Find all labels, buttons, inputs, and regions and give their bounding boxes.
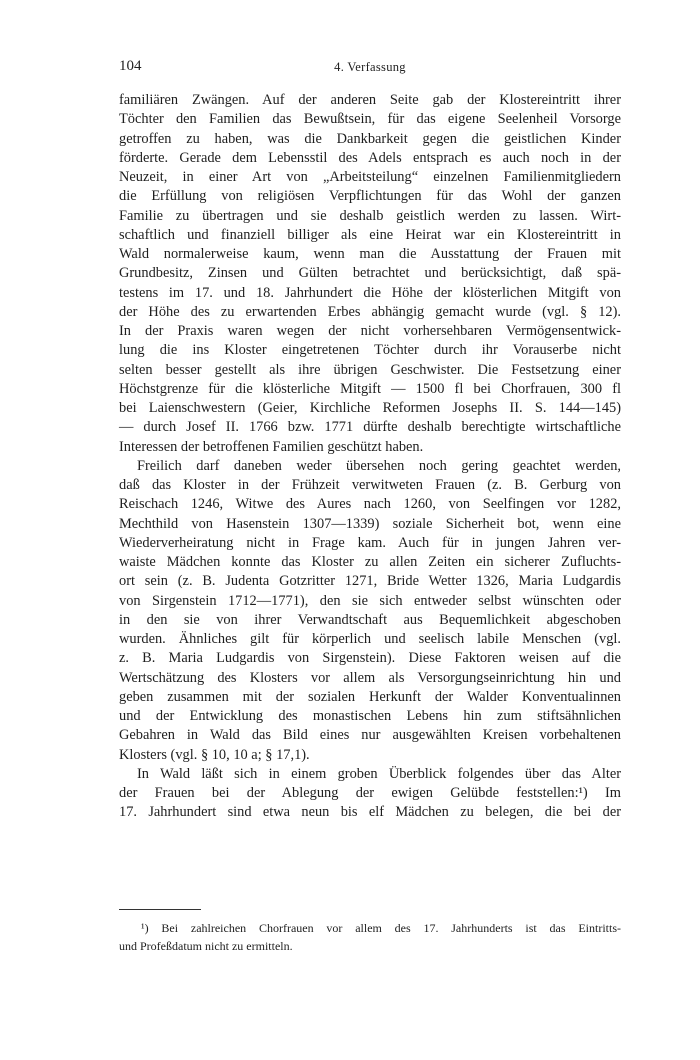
text-line: der Frauen bei der Ablegung der ewigen Gelübde feststellen:¹) Im bbox=[119, 785, 621, 801]
text-line: Gebahren in Wald das Bild eines nur ausgewählten Kreisen vorbehaltenen bbox=[119, 727, 621, 744]
text-line: ort sein (z. B. Judenta Gotzritter 1271, Bride Wetter 1326, Maria Ludgardis bbox=[119, 573, 621, 590]
text-line: testens im 17. und 18. Jahrhundert die Höhe der klösterlichen Mitgift von bbox=[119, 284, 621, 301]
text-line: Mechthild von Hasenstein 1307—1339) soziale Sicherheit bot, wenn eine bbox=[119, 515, 621, 532]
text-line: geben zusammen mit der sozialen Herkunft der Walder Konventualinnen bbox=[119, 688, 621, 705]
text-line: der Höhe des zu erwartenden Erbes abhängig gemacht wurde (vgl. § 12). bbox=[119, 303, 621, 320]
footnote-line: und Profeßdatum nicht zu ermitteln. bbox=[119, 939, 293, 953]
text-line: Höchstgrenze für die klösterliche Mitgift — 1500 fl bei Chorfrauen, 300 fl bbox=[119, 380, 621, 397]
text-line: Grundbesitz, Zinsen und Gülten betrachtet und berücksichtigt, daß spä- bbox=[119, 265, 621, 282]
text-line: Freilich darf daneben weder übersehen noch gering geachtet werden, bbox=[137, 457, 621, 474]
text-line: In der Praxis waren wegen der nicht vorhersehbaren Vermögensentwick- bbox=[119, 323, 621, 339]
text-line: getroffen zu haben, was die Dankbarkeit gegen die geistlichen Kinder bbox=[119, 130, 621, 147]
text-line: In Wald läßt sich in einem groben Überblick folgendes über das Alter bbox=[137, 765, 621, 782]
text-line: schaftlich und finanziell billiger als eine Heirat war ein Klostereintritt in bbox=[119, 226, 621, 243]
text-line: von Sirgenstein 1712—1771), den sie sich entweder selbst wünschten oder bbox=[119, 592, 621, 609]
text-line: familiären Zwängen. Auf der anderen Seite gab der Klostereintritt ihrer bbox=[119, 92, 621, 108]
text-line: Reischach 1246, Witwe des Aures nach 1260, von Seelfingen vor 1282, bbox=[119, 496, 621, 513]
running-head: 4. Verfassung bbox=[334, 60, 406, 74]
body-text bbox=[119, 91, 621, 823]
text-line: in den sie von ihrer Verwandtschaft aus Bequemlichkeit abgeschoben bbox=[119, 611, 621, 628]
page-number: 104 bbox=[119, 58, 142, 74]
text-line: und der Entwicklung des monastischen Lebens hin zum stiftsähnlichen bbox=[119, 708, 621, 724]
text-line: Wertschätzung des Klosters vor allem als Versorgungseinrichtung hin und bbox=[119, 669, 621, 686]
text-line: die Erfüllung von religiösen Verpflichtungen für das Wohl der ganzen bbox=[119, 188, 621, 205]
text-line: — durch Josef II. 1766 bzw. 1771 dürfte deshalb berechtigte wirtschaftliche bbox=[119, 419, 621, 436]
text-line: daß das Kloster in der Frühzeit verwitweten Frauen (z. B. Gerburg von bbox=[119, 477, 621, 493]
text-line: Familie zu übertragen und sie deshalb geistlich werden zu lassen. Wirt- bbox=[119, 207, 621, 224]
text-line: Wiederverheiratung nicht in Frage kam. Auch für in jungen Jahren ver- bbox=[119, 534, 621, 551]
page-header bbox=[119, 58, 621, 80]
text-line: Wald normalerweise kaum, wenn man die Ausstattung der Frauen mit bbox=[119, 246, 621, 262]
text-line: Klosters (vgl. § 10, 10 a; § 17,1). bbox=[119, 746, 310, 763]
text-line: bei Laienschwestern (Geier, Kirchliche Reformen Josephs II. S. 144—145) bbox=[119, 400, 621, 416]
footnote-rule bbox=[119, 909, 201, 910]
text-line: Interessen der betroffenen Familien geschützt haben. bbox=[119, 438, 424, 455]
text-line: wurden. Ähnliches gilt für körperlich und seelisch labile Menschen (vgl. bbox=[119, 631, 621, 647]
footnote-line: ¹) Bei zahlreichen Chorfrauen vor allem des 17. Jahrhunderts ist das Eintritts- bbox=[141, 921, 621, 935]
text-line: z. B. Maria Ludgardis von Sirgenstein). Diese Faktoren weisen auf die bbox=[119, 650, 621, 667]
text-line: Neuzeit, in einer Art von „Arbeitsteilung“ einzelnen Familienmitgliedern bbox=[119, 169, 621, 185]
text-line: förderte. Gerade dem Lebensstil des Adels entsprach es auch noch in der bbox=[119, 149, 621, 166]
text-line: lung die ins Kloster eingetretenen Töchter durch ihr Vorauserbe nicht bbox=[119, 342, 621, 359]
text-line: Töchter den Familien das Bewußtsein, für das eigene Seelenheil Vorsorge bbox=[119, 111, 621, 128]
footnote bbox=[119, 919, 621, 955]
text-line: 17. Jahrhundert sind etwa neun bis elf Mädchen zu belegen, die bei der bbox=[119, 804, 621, 821]
text-line: selten besser gestellt als ihre übrigen Geschwister. Die Festsetzung einer bbox=[119, 361, 621, 378]
text-line: waiste Mädchen konnte das Kloster zu allen Zeiten ein sicherer Zufluchts- bbox=[119, 554, 621, 570]
